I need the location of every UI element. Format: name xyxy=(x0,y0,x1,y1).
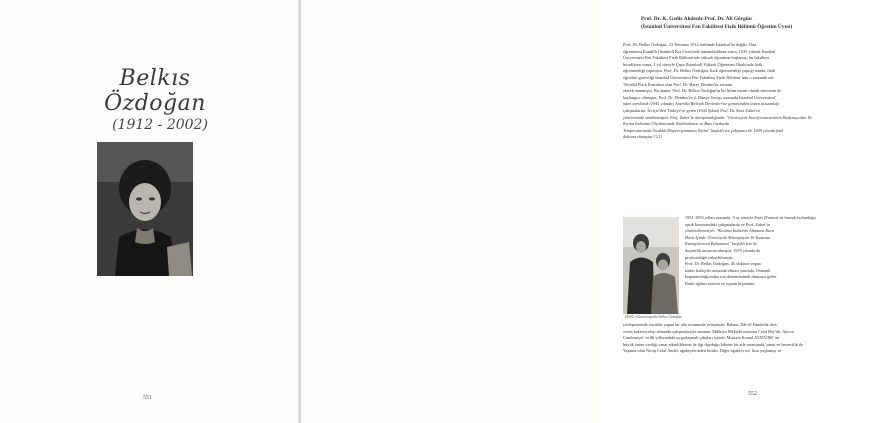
text-line: veren bakteriyoloji alanında çalışmalarıyla tanınan, Mülkiye Mektebi mezunu Celal Bey'dir. Ayrıca, xyxy=(623,328,795,334)
portrait-image xyxy=(97,142,193,276)
text-line: Temperaturunda Sıcaklık Dispersiyonunun Tayini" başlıklı tez çalışması ile 1949 yılında fizik xyxy=(623,127,784,133)
text-line: nden ayrılarak (1941 yılında) Amerika Birleşik Devletleri'ne gitmesinden sonra asistanlığı xyxy=(623,101,779,107)
text-line: büyük önem verdiği sanat etkinliklerine de ilgi duyduğu bilinen bir aile ortamında, sanat ve bestecilik ile xyxy=(623,341,804,347)
portrait-photo xyxy=(97,142,193,276)
text-line: Hava İçinde Ultraviyole Absorpsiyon Ve Yansıma xyxy=(685,234,770,240)
paragraph-2 xyxy=(685,215,881,318)
text-line: bitirdikten sonra, 1 yıl süreyle Çapa (İstanbul) Yüksek Öğretmen Okulu'nda fizik xyxy=(623,61,763,67)
text-line: 'Tecrübi Fizik Enstitüsü olan Prof. Dr. Harry Dember'in asistanı xyxy=(623,81,733,87)
left-page xyxy=(0,0,299,423)
page-number-left: 551 xyxy=(143,395,152,401)
text-line: yönlendirmesiyle, "Kırılma İndisinin Alınması Kuru xyxy=(685,228,775,234)
paragraph-1 xyxy=(623,42,881,204)
text-line: doktora olmuştur [1,2] xyxy=(623,134,662,140)
affiliation: (İstanbul Üniversitesi Fen Fakültesi Fizik Bölümü Öğretim Üyesi) xyxy=(641,24,793,30)
text-line: Batılı eğitim sistemi ve yaşam biçiminin xyxy=(685,280,755,286)
memorial-name: Belkıs Özdoğan xyxy=(104,66,206,116)
text-line: öğretmenliği yapmıştır. Prof. Dr. Belkıs Özdoğan, fizik öğretmenliği yaptığı sırada, fizik xyxy=(623,68,776,74)
page-number-right: 552 xyxy=(748,391,757,397)
text-line: öğrenimini Kandilli (İnanbul) Kız Lisesi'nde tamamladıktan sonra, 1930 yılında İstanbul xyxy=(623,48,776,54)
authors: Prof. Dr. K. Gediz Akdeniz-Prof. Dr. Ali Görgün xyxy=(641,16,752,22)
text-line: öğretimi görevliği İstanbul Üniversitesi Fen Fakültesi Fizik Bölümü' nün o zamanki adı xyxy=(623,74,774,80)
historical-photo xyxy=(623,217,679,314)
text-line: Yaşama olan Necip Celal Andel, ağabeylerinden biridir. Diğer ağabeyi ise, kısa yaşlamışı ve xyxy=(623,348,782,354)
text-line: İmparatorluğu'ndan son dönemlerinde dünyaya gelen xyxy=(685,274,777,280)
text-line: çalışmalarını, İsviçre'den Türkiye'ye gelen (1944 Şubat) Prof. Dr. Kurt Zuber'in xyxy=(623,107,760,113)
text-line: Prof. Dr. Belkıs Özdoğan, 23 Temmuz 1912 tarihinde İstanbul'da doğdu. Orta xyxy=(623,42,757,47)
historical-photo-image xyxy=(623,217,679,314)
text-line: yönetiminde sürdürmüştür. Prof. Zuber'in danışmanlığında, "Ultraviyole İnterferometresinin Radyasyonlar İle xyxy=(623,114,813,120)
text-line: 1951-1953 yılları arasında, 9 ay süreyle Paris (Fransa) de bursalı bulunduğu xyxy=(685,215,816,220)
text-line: kadın fizikçiler arasında olması yanında, Osmanlı xyxy=(685,267,771,273)
paragraph-3 xyxy=(623,322,881,386)
text-line: Kırma İndisinin Ölçülmesinde Kullanılması ve Bazı Gazlarda xyxy=(623,121,730,127)
author-byline xyxy=(641,15,866,31)
text-line: optik konusundaki çalışmalarda ve Prof. Zuber'in xyxy=(685,221,770,227)
text-line: başlangıcı olmuştur. Prof. Dr. Dember'in 2. Dünya Savaşı sırasında İstanbul Üniversitesi' xyxy=(623,94,776,100)
text-line: olarak atanmıştır. Bu atama, Prof. Dr. Belkıs Özdoğan'ın bir bilim insanı olarak sürecinin de xyxy=(623,88,782,94)
text-line: yerleşmesinde öncülük yapan bir aile ortamında yetişmiştir. Babası, Dâr-ül Fünûn'da ders xyxy=(623,322,777,327)
text-line: doçentlik unvanını almıştır. 1970 yılında da xyxy=(685,247,760,253)
right-page xyxy=(301,0,816,423)
text-line: Katsayılarının Bulunması" başlıklı tezi ile xyxy=(685,241,758,247)
text-line: Üniversitesi Fen Fakültesi Fizik Bölümü'nde yüksek öğrenime başlamış; bu fakülteyi xyxy=(623,55,770,61)
memorial-years: (1912 - 2002) xyxy=(112,117,208,133)
text-line: Prof. Dr. Belkıs Özdoğan, ilk doktora yapan xyxy=(685,261,761,267)
text-line: profesörlüğe yükseltilmiştir. xyxy=(685,254,734,260)
text-line: Cumhuriyet' in ilk yıllarındaki uygarlaşmak çabaları içinde, Mustafa Kemal ATATÜRK' ün xyxy=(623,335,780,341)
photo-caption: 1960'lı yılların başında Belkıs Özdoğan xyxy=(624,315,682,319)
